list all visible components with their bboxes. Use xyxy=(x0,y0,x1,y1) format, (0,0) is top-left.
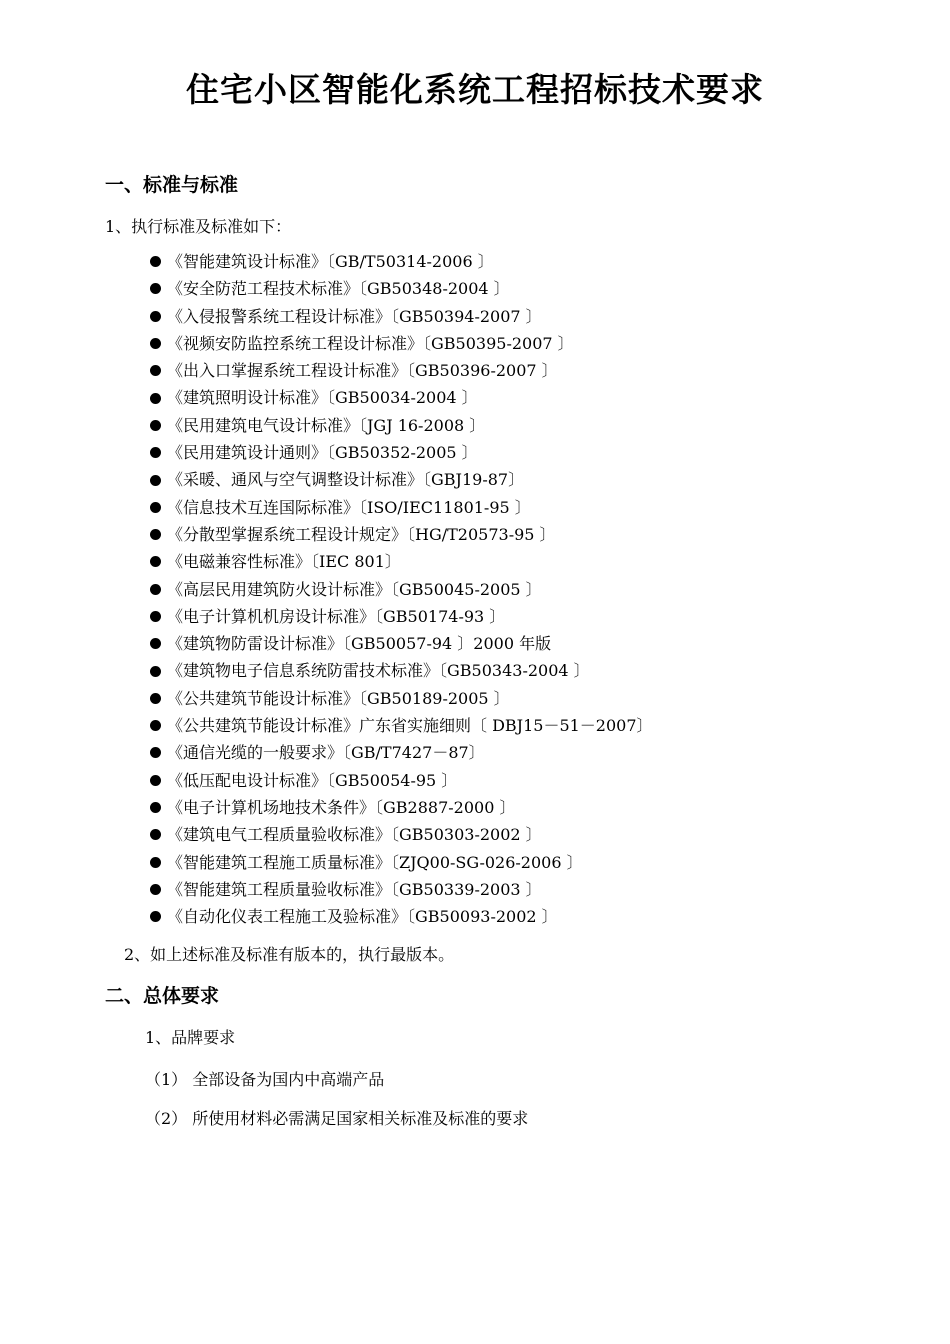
section-heading-standards: 一、标准与标准 xyxy=(105,174,239,196)
standard-item xyxy=(150,303,653,330)
bullet-icon xyxy=(150,556,161,567)
standard-text: 《电磁兼容性标准》〔IEC 801〕 xyxy=(167,552,401,572)
standard-text: 《自动化仪表工程施工及验标准》〔GB50093-2002 〕 xyxy=(167,907,558,927)
standard-text: 《民用建筑设计通则》〔GB50352-2005 〕 xyxy=(167,443,478,463)
standard-item xyxy=(150,712,653,739)
standard-text: 《建筑物电子信息系统防雷技术标准》〔GB50343-2004 〕 xyxy=(167,661,590,681)
standard-text: 《低压配电设计标准》〔GB50054-95 〕 xyxy=(167,770,458,790)
standard-text: 《电子计算机机房设计标准》〔GB50174-93 〕 xyxy=(167,606,506,626)
standards-list xyxy=(150,248,653,930)
standard-item xyxy=(150,439,653,466)
standard-item xyxy=(150,849,653,876)
bullet-icon xyxy=(150,747,161,758)
bullet-icon xyxy=(150,884,161,895)
bullet-icon xyxy=(150,584,161,595)
bullet-icon xyxy=(150,666,161,677)
standard-item xyxy=(150,630,653,657)
bullet-icon xyxy=(150,720,161,731)
bullet-icon xyxy=(150,775,161,786)
bullet-icon xyxy=(150,283,161,294)
standard-item xyxy=(150,494,653,521)
bullet-icon xyxy=(150,611,161,622)
version-note: 2、如上述标准及标准有版本的，执行最版本。 xyxy=(124,945,455,964)
bullet-icon xyxy=(150,529,161,540)
standard-item xyxy=(150,548,653,575)
bullet-icon xyxy=(150,857,161,868)
standard-text: 《安全防范工程技术标准》〔GB50348-2004 〕 xyxy=(167,279,510,299)
standard-item xyxy=(150,657,653,684)
standard-item xyxy=(150,903,653,930)
brand-requirement-heading: 1、品牌要求 xyxy=(145,1028,236,1047)
bullet-icon xyxy=(150,311,161,322)
standard-text: 《信息技术互连国际标准》〔ISO/IEC11801-95 〕 xyxy=(167,497,531,517)
bullet-icon xyxy=(150,693,161,704)
standard-item xyxy=(150,466,653,493)
standard-item xyxy=(150,821,653,848)
standard-text: 《入侵报警系统工程设计标准》〔GB50394-2007 〕 xyxy=(167,306,542,326)
standard-item xyxy=(150,876,653,903)
standard-item xyxy=(150,357,653,384)
bullet-icon xyxy=(150,420,161,431)
standard-text: 《智能建筑设计标准》〔GB/T50314-2006 〕 xyxy=(167,252,494,271)
standards-intro: 1、执行标准及标准如下： xyxy=(105,217,292,236)
bullet-icon xyxy=(150,638,161,649)
standard-text: 《公共建筑节能设计标准》〔GB50189-2005 〕 xyxy=(167,688,510,708)
standard-text: 《智能建筑工程质量验收标准》〔GB50339-2003 〕 xyxy=(167,879,542,899)
standard-text: 《通信光缆的一般要求》〔GB/T7427－87〕 xyxy=(167,743,485,763)
standard-text: 《建筑物防雷设计标准》〔GB50057-94 〕2000 年版 xyxy=(167,634,552,654)
bullet-icon xyxy=(150,829,161,840)
standard-text: 《出入口掌握系统工程设计标准》〔GB50396-2007 〕 xyxy=(167,361,558,381)
standard-item xyxy=(150,412,653,439)
standard-item xyxy=(150,275,653,302)
standard-item xyxy=(150,248,653,275)
standard-text: 《分散型掌握系统工程设计规定》〔HG/T20573-95 〕 xyxy=(167,524,556,544)
standard-text: 《视频安防监控系统工程设计标准》〔GB50395-2007 〕 xyxy=(167,333,574,353)
bullet-icon xyxy=(150,447,161,458)
bullet-icon xyxy=(150,256,161,267)
bullet-icon xyxy=(150,802,161,813)
bullet-icon xyxy=(150,338,161,349)
standard-item xyxy=(150,794,653,821)
standard-item xyxy=(150,384,653,411)
standard-item xyxy=(150,521,653,548)
bullet-icon xyxy=(150,393,161,404)
standard-text: 《电子计算机场地技术条件》〔GB2887-2000 〕 xyxy=(167,797,516,817)
requirement-item-2: （2） 所使用材料必需满足国家相关标准及标准的要求 xyxy=(145,1109,529,1128)
bullet-icon xyxy=(150,365,161,376)
standard-text: 《智能建筑工程施工质量标准》〔ZJQ00-SG-026-2006 〕 xyxy=(167,852,583,872)
standard-text: 《高层民用建筑防火设计标准》〔GB50045-2005 〕 xyxy=(167,579,542,599)
document-title: 住宅小区智能化系统工程招标技术要求 xyxy=(186,70,764,109)
standard-text: 《公共建筑节能设计标准》广东省实施细则〔 DBJ15－51－2007〕 xyxy=(167,716,653,736)
standard-text: 《民用建筑电气设计标准》〔JGJ 16-2008 〕 xyxy=(167,415,486,435)
requirement-item-1: （1） 全部设备为国内中高端产品 xyxy=(145,1070,385,1089)
standard-item xyxy=(150,603,653,630)
standard-item xyxy=(150,767,653,794)
standard-item xyxy=(150,330,653,357)
bullet-icon xyxy=(150,475,161,486)
standard-item xyxy=(150,576,653,603)
standard-text: 《建筑电气工程质量验收标准》〔GB50303-2002 〕 xyxy=(167,825,542,845)
standard-item xyxy=(150,685,653,712)
standard-item xyxy=(150,739,653,766)
standard-text: 《建筑照明设计标准》〔GB50034-2004 〕 xyxy=(167,388,478,408)
bullet-icon xyxy=(150,502,161,513)
standard-text: 《采暖、通风与空气调整设计标准》〔GBJ19-87〕 xyxy=(167,470,525,490)
section-heading-general: 二、总体要求 xyxy=(105,985,220,1007)
bullet-icon xyxy=(150,911,161,922)
